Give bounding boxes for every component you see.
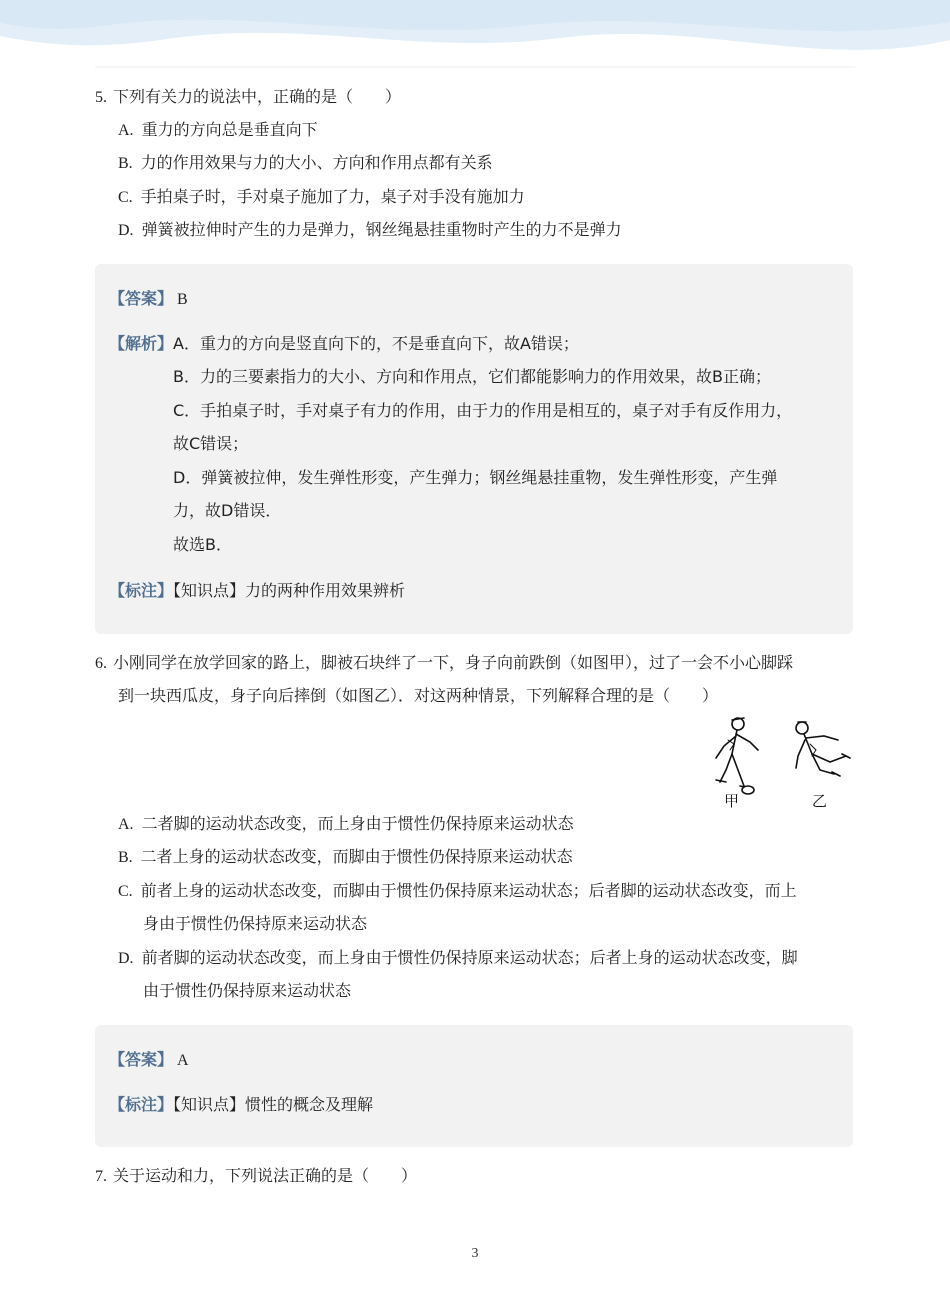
option-c-cont: 身由于惯性仍保持原来运动状态 [143, 914, 368, 933]
question-number: 5. [95, 89, 107, 106]
answer-box-q5 [95, 264, 853, 634]
analysis-line: 故C错误； [173, 434, 249, 453]
option-text: 前者脚的运动状态改变，而上身由于惯性仍保持原来运动状态；后者上身的运动状态改变，脚 [141, 948, 798, 967]
figure-label-jia: 甲 [724, 792, 740, 810]
answer-tag: 【答案】 [109, 1050, 174, 1069]
question-5-stem [95, 80, 855, 114]
note-text: 【知识点】力的两种作用效果辨析 [173, 581, 406, 600]
option-text: 二者脚的运动状态改变，而上身由于惯性仍保持原来运动状态 [141, 814, 574, 833]
analysis-line: C．手拍桌子时，手对桌子有力的作用，由于力的作用是相互的，桌子对手有反作用力， [173, 401, 793, 420]
note-row [109, 574, 405, 607]
option-c [118, 180, 843, 214]
option-c [118, 874, 843, 908]
option-a [118, 807, 843, 841]
question-6-stem-cont: 到一块西瓜皮，身子向后摔倒（如图乙）．对这两种情景，下列解释合理的是（ ） [118, 686, 719, 705]
answer-tag: 【答案】 [109, 289, 174, 308]
analysis-line: A．重力的方向是竖直向下的，不是垂直向下，故A错误； [173, 334, 579, 353]
page-number: 3 [471, 1246, 479, 1261]
stick-figures-illustration [692, 710, 858, 810]
question-text: 关于运动和力，下列说法正确的是（ ） [113, 1166, 418, 1185]
note-tag: 【标注】 [109, 581, 174, 600]
analysis-tag: 【解析】 [109, 334, 174, 353]
option-text: 弹簧被拉伸时产生的力是弹力，钢丝绳悬挂重物时产生的力不是弹力 [141, 220, 622, 239]
question-number: 7. [95, 1168, 107, 1185]
analysis-line: B．力的三要素指力的大小、方向和作用点，它们都能影响力的作用效果，故B正确； [173, 367, 771, 386]
option-b [118, 146, 843, 180]
figure-falling-boys [692, 710, 858, 810]
option-text: 手拍桌子时，手对桌子施加了力，桌子对手没有施加力 [140, 187, 525, 206]
note-row [109, 1088, 373, 1121]
question-6-stem [95, 646, 855, 680]
option-letter: D. [118, 950, 134, 967]
option-letter: C. [118, 189, 133, 206]
option-a [118, 113, 843, 147]
note-text: 【知识点】惯性的概念及理解 [173, 1095, 374, 1114]
answer-value: A [177, 1052, 189, 1069]
question-text: 小刚同学在放学回家的路上，脚被石块绊了一下，身子向前跌倒（如图甲），过了一会不小心脚踩 [113, 653, 794, 672]
answer-row [109, 1043, 189, 1077]
figure-label-yi: 乙 [812, 792, 828, 810]
question-number: 6. [95, 655, 107, 672]
option-text: 力的作用效果与力的大小、方向和作用点都有关系 [140, 153, 493, 172]
question-text: 下列有关力的说法中，正确的是（ ） [113, 87, 402, 106]
option-letter: B. [118, 155, 133, 172]
analysis-line: D．弹簧被拉伸，发生弹性形变，产生弹力；钢丝绳悬挂重物，发生弹性形变，产生弹 [173, 468, 778, 487]
answer-value: B [177, 291, 188, 308]
option-letter: A. [118, 122, 134, 139]
answer-box-q6 [95, 1025, 853, 1147]
option-letter: C. [118, 883, 133, 900]
option-d-cont: 由于惯性仍保持原来运动状态 [143, 981, 352, 1000]
option-b [118, 840, 843, 874]
option-d [118, 941, 843, 975]
analysis-line: 故选B． [173, 535, 232, 554]
question-7-stem [95, 1159, 855, 1193]
option-text: 重力的方向总是垂直向下 [141, 120, 318, 139]
option-letter: D. [118, 222, 134, 239]
option-letter: B. [118, 849, 133, 866]
option-letter: A. [118, 816, 134, 833]
option-d [118, 213, 843, 247]
option-text: 二者上身的运动状态改变，而脚由于惯性仍保持原来运动状态 [140, 847, 573, 866]
answer-row [109, 282, 188, 316]
analysis-line: 力，故D错误． [173, 501, 282, 520]
header-wave-decoration [0, 0, 950, 68]
note-tag: 【标注】 [109, 1095, 174, 1114]
option-text: 前者上身的运动状态改变，而脚由于惯性仍保持原来运动状态；后者脚的运动状态改变，而上 [140, 881, 797, 900]
analysis-tag-row [109, 327, 173, 360]
